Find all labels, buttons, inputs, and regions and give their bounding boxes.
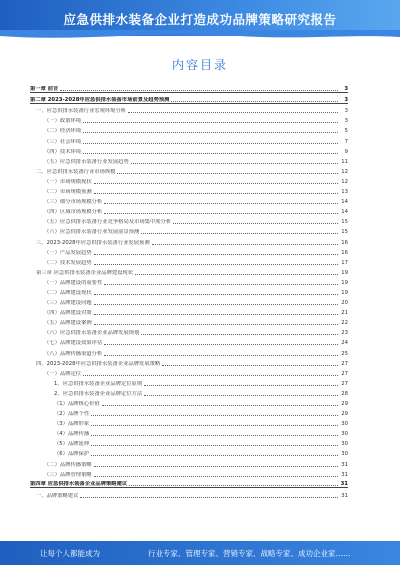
toc-entry[interactable] bbox=[30, 93, 348, 104]
toc-entry-title: （五）应急供排水装备行业发展趋势 bbox=[44, 158, 129, 165]
toc-page-number: 19 bbox=[341, 289, 348, 296]
toc-entry-title: （四）区域市场规模分析 bbox=[44, 209, 103, 216]
toc-page-number: 5 bbox=[344, 128, 348, 135]
toc-entry-title: 2、应急供排水装备企业品牌定位方法 bbox=[54, 390, 143, 397]
toc-entry[interactable] bbox=[30, 296, 348, 306]
toc-entry[interactable] bbox=[30, 457, 348, 467]
footer-banner bbox=[0, 541, 400, 565]
toc-entry-title: 三、2023-2028年应急供排水装备行业发展预测 bbox=[36, 239, 150, 246]
toc-leader-dots bbox=[83, 375, 338, 376]
toc-leader-dots bbox=[83, 143, 338, 144]
toc-entry-title: （一）市场规模现状 bbox=[44, 178, 92, 185]
toc-entry[interactable] bbox=[30, 407, 348, 417]
toc-leader-dots bbox=[128, 112, 338, 113]
toc-leader-dots bbox=[144, 395, 338, 396]
toc-page-number: 27 bbox=[341, 360, 348, 367]
toc-entry-title: （三）品牌建设问题 bbox=[44, 300, 92, 307]
toc-page-number: 31 bbox=[341, 471, 348, 478]
toc-entry-title: （七）品牌建设效果评估 bbox=[44, 340, 103, 347]
toc-entry-title: （一）品牌建设的重要性 bbox=[44, 279, 103, 286]
toc-leader-dots bbox=[144, 385, 338, 386]
toc-entry[interactable] bbox=[30, 235, 348, 245]
toc-entry[interactable] bbox=[30, 316, 348, 326]
toc-entry[interactable] bbox=[30, 478, 348, 489]
toc-leader-dots bbox=[91, 425, 338, 426]
toc-page-number: 3 bbox=[344, 118, 348, 125]
toc-entry-title: （一）品牌定位 bbox=[44, 370, 82, 377]
toc-leader-dots bbox=[94, 466, 338, 467]
toc-page-number: 22 bbox=[341, 320, 348, 327]
toc-entry[interactable] bbox=[30, 266, 348, 276]
toc-entry[interactable] bbox=[30, 326, 348, 336]
toc-entry-title: （三）细分市场规模分析 bbox=[44, 199, 103, 206]
toc-leader-dots bbox=[94, 294, 338, 295]
toc-page-number: 19 bbox=[341, 279, 348, 286]
toc-page-number: 20 bbox=[341, 300, 348, 307]
toc-leader-dots bbox=[171, 101, 338, 102]
toc-entry[interactable] bbox=[30, 134, 348, 144]
toc-entry-title: （四）技术环境 bbox=[44, 148, 82, 155]
toc-leader-dots bbox=[91, 445, 338, 446]
toc-entry[interactable] bbox=[30, 397, 348, 407]
toc-leader-dots bbox=[60, 90, 338, 91]
toc-page-number: 17 bbox=[341, 259, 348, 266]
toc-entry-title: （1）品牌核心价值 bbox=[54, 401, 100, 407]
toc-leader-dots bbox=[91, 455, 338, 456]
toc-page-number: 31 bbox=[341, 492, 348, 499]
toc-entry[interactable] bbox=[30, 468, 348, 478]
toc-entry[interactable] bbox=[30, 215, 348, 225]
toc-leader-dots bbox=[94, 254, 338, 255]
toc-page-number: 3 bbox=[344, 96, 348, 103]
toc-page-number: 11 bbox=[341, 158, 348, 165]
table-of-contents bbox=[30, 82, 348, 499]
toc-page-number: 16 bbox=[341, 239, 348, 246]
toc-entry[interactable] bbox=[30, 82, 348, 93]
toc-leader-dots bbox=[135, 274, 338, 275]
toc-leader-dots bbox=[83, 132, 338, 133]
toc-entry-title: 第一章 前言 bbox=[30, 85, 59, 92]
toc-leader-dots bbox=[104, 355, 338, 356]
toc-entry[interactable] bbox=[30, 489, 348, 499]
toc-page-number: 21 bbox=[341, 310, 348, 317]
toc-entry[interactable] bbox=[30, 427, 348, 437]
toc-entry[interactable] bbox=[30, 306, 348, 316]
toc-entry[interactable] bbox=[30, 246, 348, 256]
toc-page-number: 28 bbox=[341, 390, 348, 397]
toc-leader-dots bbox=[94, 304, 338, 305]
toc-page-number: 29 bbox=[341, 411, 348, 418]
toc-page-number: 16 bbox=[341, 249, 348, 256]
toc-entry[interactable] bbox=[30, 256, 348, 266]
toc-leader-dots bbox=[131, 163, 338, 164]
toc-leader-dots bbox=[91, 415, 338, 416]
toc-entry[interactable] bbox=[30, 225, 348, 235]
toc-entry-title: （六）应急供排水装备行业发展前景预测 bbox=[44, 229, 140, 236]
header-wave-decoration bbox=[0, 30, 400, 42]
toc-leader-dots bbox=[152, 244, 338, 245]
toc-page-number: 14 bbox=[341, 199, 348, 206]
toc-entry[interactable] bbox=[30, 417, 348, 427]
toc-page-number: 30 bbox=[341, 451, 348, 458]
toc-entry[interactable] bbox=[30, 346, 348, 356]
toc-entry-title: （2）品牌个性 bbox=[54, 411, 90, 418]
toc-entry[interactable] bbox=[30, 387, 348, 397]
toc-entry-title: （五）应急供排水装备行业竞争格局及市场集中度分析 bbox=[44, 219, 172, 226]
toc-entry-title: （5）品牌延伸 bbox=[54, 441, 90, 448]
toc-leader-dots bbox=[104, 344, 338, 345]
toc-entry[interactable] bbox=[30, 124, 348, 134]
toc-entry[interactable] bbox=[30, 175, 348, 185]
toc-entry[interactable] bbox=[30, 357, 348, 367]
toc-entry[interactable] bbox=[30, 336, 348, 346]
toc-entry[interactable] bbox=[30, 195, 348, 205]
toc-entry-title: （二）品牌建设现状 bbox=[44, 289, 92, 296]
header-banner bbox=[0, 0, 400, 36]
toc-page-number: 30 bbox=[341, 421, 348, 428]
toc-entry[interactable] bbox=[30, 155, 348, 165]
toc-leader-dots bbox=[80, 497, 338, 498]
toc-page-number: 7 bbox=[344, 138, 348, 145]
toc-entry[interactable] bbox=[30, 165, 348, 175]
toc-entry-title: （三）社会环境 bbox=[44, 138, 82, 145]
toc-page-number: 15 bbox=[341, 229, 348, 236]
toc-page-number: 30 bbox=[341, 441, 348, 448]
toc-entry[interactable] bbox=[30, 437, 348, 447]
toc-entry-title: 1、应急供排水装备企业品牌定位原则 bbox=[54, 380, 143, 387]
toc-entry-title: 四、2023-2028年应急供排水装备企业品牌发展策略 bbox=[36, 360, 161, 367]
toc-page-number: 3 bbox=[344, 108, 348, 115]
toc-leader-dots bbox=[173, 223, 338, 224]
toc-entry[interactable] bbox=[30, 276, 348, 286]
toc-leader-dots bbox=[94, 314, 338, 315]
toc-leader-dots bbox=[129, 485, 338, 486]
toc-leader-dots bbox=[102, 405, 338, 406]
toc-leader-dots bbox=[162, 365, 338, 366]
toc-entry-title: 第三章 应急供排水装备企业品牌建设现状 bbox=[36, 269, 134, 276]
toc-page-number: 14 bbox=[341, 209, 348, 216]
toc-entry-title: （二）经济环境 bbox=[44, 128, 82, 135]
toc-leader-dots bbox=[141, 233, 338, 234]
toc-leader-dots bbox=[94, 264, 338, 265]
toc-page-number: 15 bbox=[341, 219, 348, 226]
toc-entry[interactable] bbox=[30, 377, 348, 387]
toc-entry[interactable] bbox=[30, 114, 348, 124]
toc-entry-title: （一）政策环境 bbox=[44, 118, 82, 125]
toc-page-number: 13 bbox=[341, 189, 348, 196]
toc-entry-title: （一）产品发展趋势 bbox=[44, 249, 92, 256]
toc-entry-title: （4）品牌传播 bbox=[54, 431, 90, 438]
toc-page-number: 12 bbox=[341, 178, 348, 185]
toc-leader-dots bbox=[141, 334, 338, 335]
toc-entry[interactable] bbox=[30, 447, 348, 457]
toc-entry[interactable] bbox=[30, 367, 348, 377]
toc-leader-dots bbox=[83, 153, 338, 154]
toc-entry[interactable] bbox=[30, 104, 348, 114]
toc-entry-title: 第二章 2023-2028年应急供排水装备市场前景及趋势预测 bbox=[30, 96, 170, 103]
toc-page-number: 30 bbox=[341, 431, 348, 438]
toc-entry-title: 一、应急供排水装备行业宏观环境分析 bbox=[36, 108, 127, 115]
toc-page-number: 29 bbox=[341, 401, 348, 407]
toc-entry[interactable] bbox=[30, 185, 348, 195]
toc-leader-dots bbox=[94, 193, 338, 194]
toc-entry-title: （6）品牌保护 bbox=[54, 451, 90, 458]
toc-page-number: 23 bbox=[341, 330, 348, 337]
toc-entry[interactable] bbox=[30, 286, 348, 296]
toc-page-number: 31 bbox=[341, 461, 348, 468]
toc-entry-title: 一、品牌策略建议 bbox=[36, 492, 79, 499]
toc-page-number: 24 bbox=[341, 340, 348, 347]
toc-heading: 内容目录 bbox=[171, 58, 228, 72]
toc-entry-title: （二）技术发展趋势 bbox=[44, 259, 92, 266]
footer-tagline: 行业专家、管理专家、营销专家、战略专家、成功企业家…… bbox=[148, 549, 351, 558]
toc-entry-title: （3）品牌形象 bbox=[54, 421, 90, 428]
toc-entry-title: （八）品牌传播渠道分析 bbox=[44, 350, 103, 357]
report-title: 应急供排水装备企业打造成功品牌策略研究报告 bbox=[63, 12, 337, 27]
toc-leader-dots bbox=[94, 324, 338, 325]
toc-leader-dots bbox=[94, 183, 338, 184]
toc-page-number: 31 bbox=[340, 481, 348, 488]
toc-entry-title: （六）应急供排水装备企业品牌发展规划 bbox=[44, 330, 140, 337]
toc-leader-dots bbox=[104, 284, 338, 285]
toc-leader-dots bbox=[117, 173, 338, 174]
toc-entry-title: （四）品牌建设对策 bbox=[44, 310, 92, 317]
toc-entry[interactable] bbox=[30, 145, 348, 155]
toc-page-number: 27 bbox=[341, 370, 348, 377]
toc-entry-title: 第四章 应急供排水装备企业品牌策略建议 bbox=[30, 481, 128, 488]
toc-page-number: 3 bbox=[344, 85, 348, 92]
toc-leader-dots bbox=[91, 435, 338, 436]
footer-slogan: 让每个人都能成为 bbox=[40, 549, 100, 558]
toc-leader-dots bbox=[83, 122, 338, 123]
toc-entry-title: （三）品牌管理策略 bbox=[44, 471, 92, 478]
toc-leader-dots bbox=[94, 476, 338, 477]
toc-leader-dots bbox=[104, 203, 338, 204]
toc-entry-title: （二）品牌传播策略 bbox=[44, 461, 92, 468]
toc-entry-title: 二、应急供排水装备行业市场规模 bbox=[36, 168, 116, 175]
toc-entry-title: （五）品牌建设案例 bbox=[44, 320, 92, 327]
toc-page-number: 19 bbox=[341, 269, 348, 276]
toc-page-number: 12 bbox=[341, 168, 348, 175]
toc-page-number: 27 bbox=[341, 380, 348, 387]
toc-leader-dots bbox=[104, 213, 338, 214]
toc-page-number: 9 bbox=[344, 148, 348, 155]
toc-entry-title: （二）市场规模预测 bbox=[44, 189, 92, 196]
toc-page-number: 25 bbox=[341, 350, 348, 357]
toc-entry[interactable] bbox=[30, 205, 348, 215]
